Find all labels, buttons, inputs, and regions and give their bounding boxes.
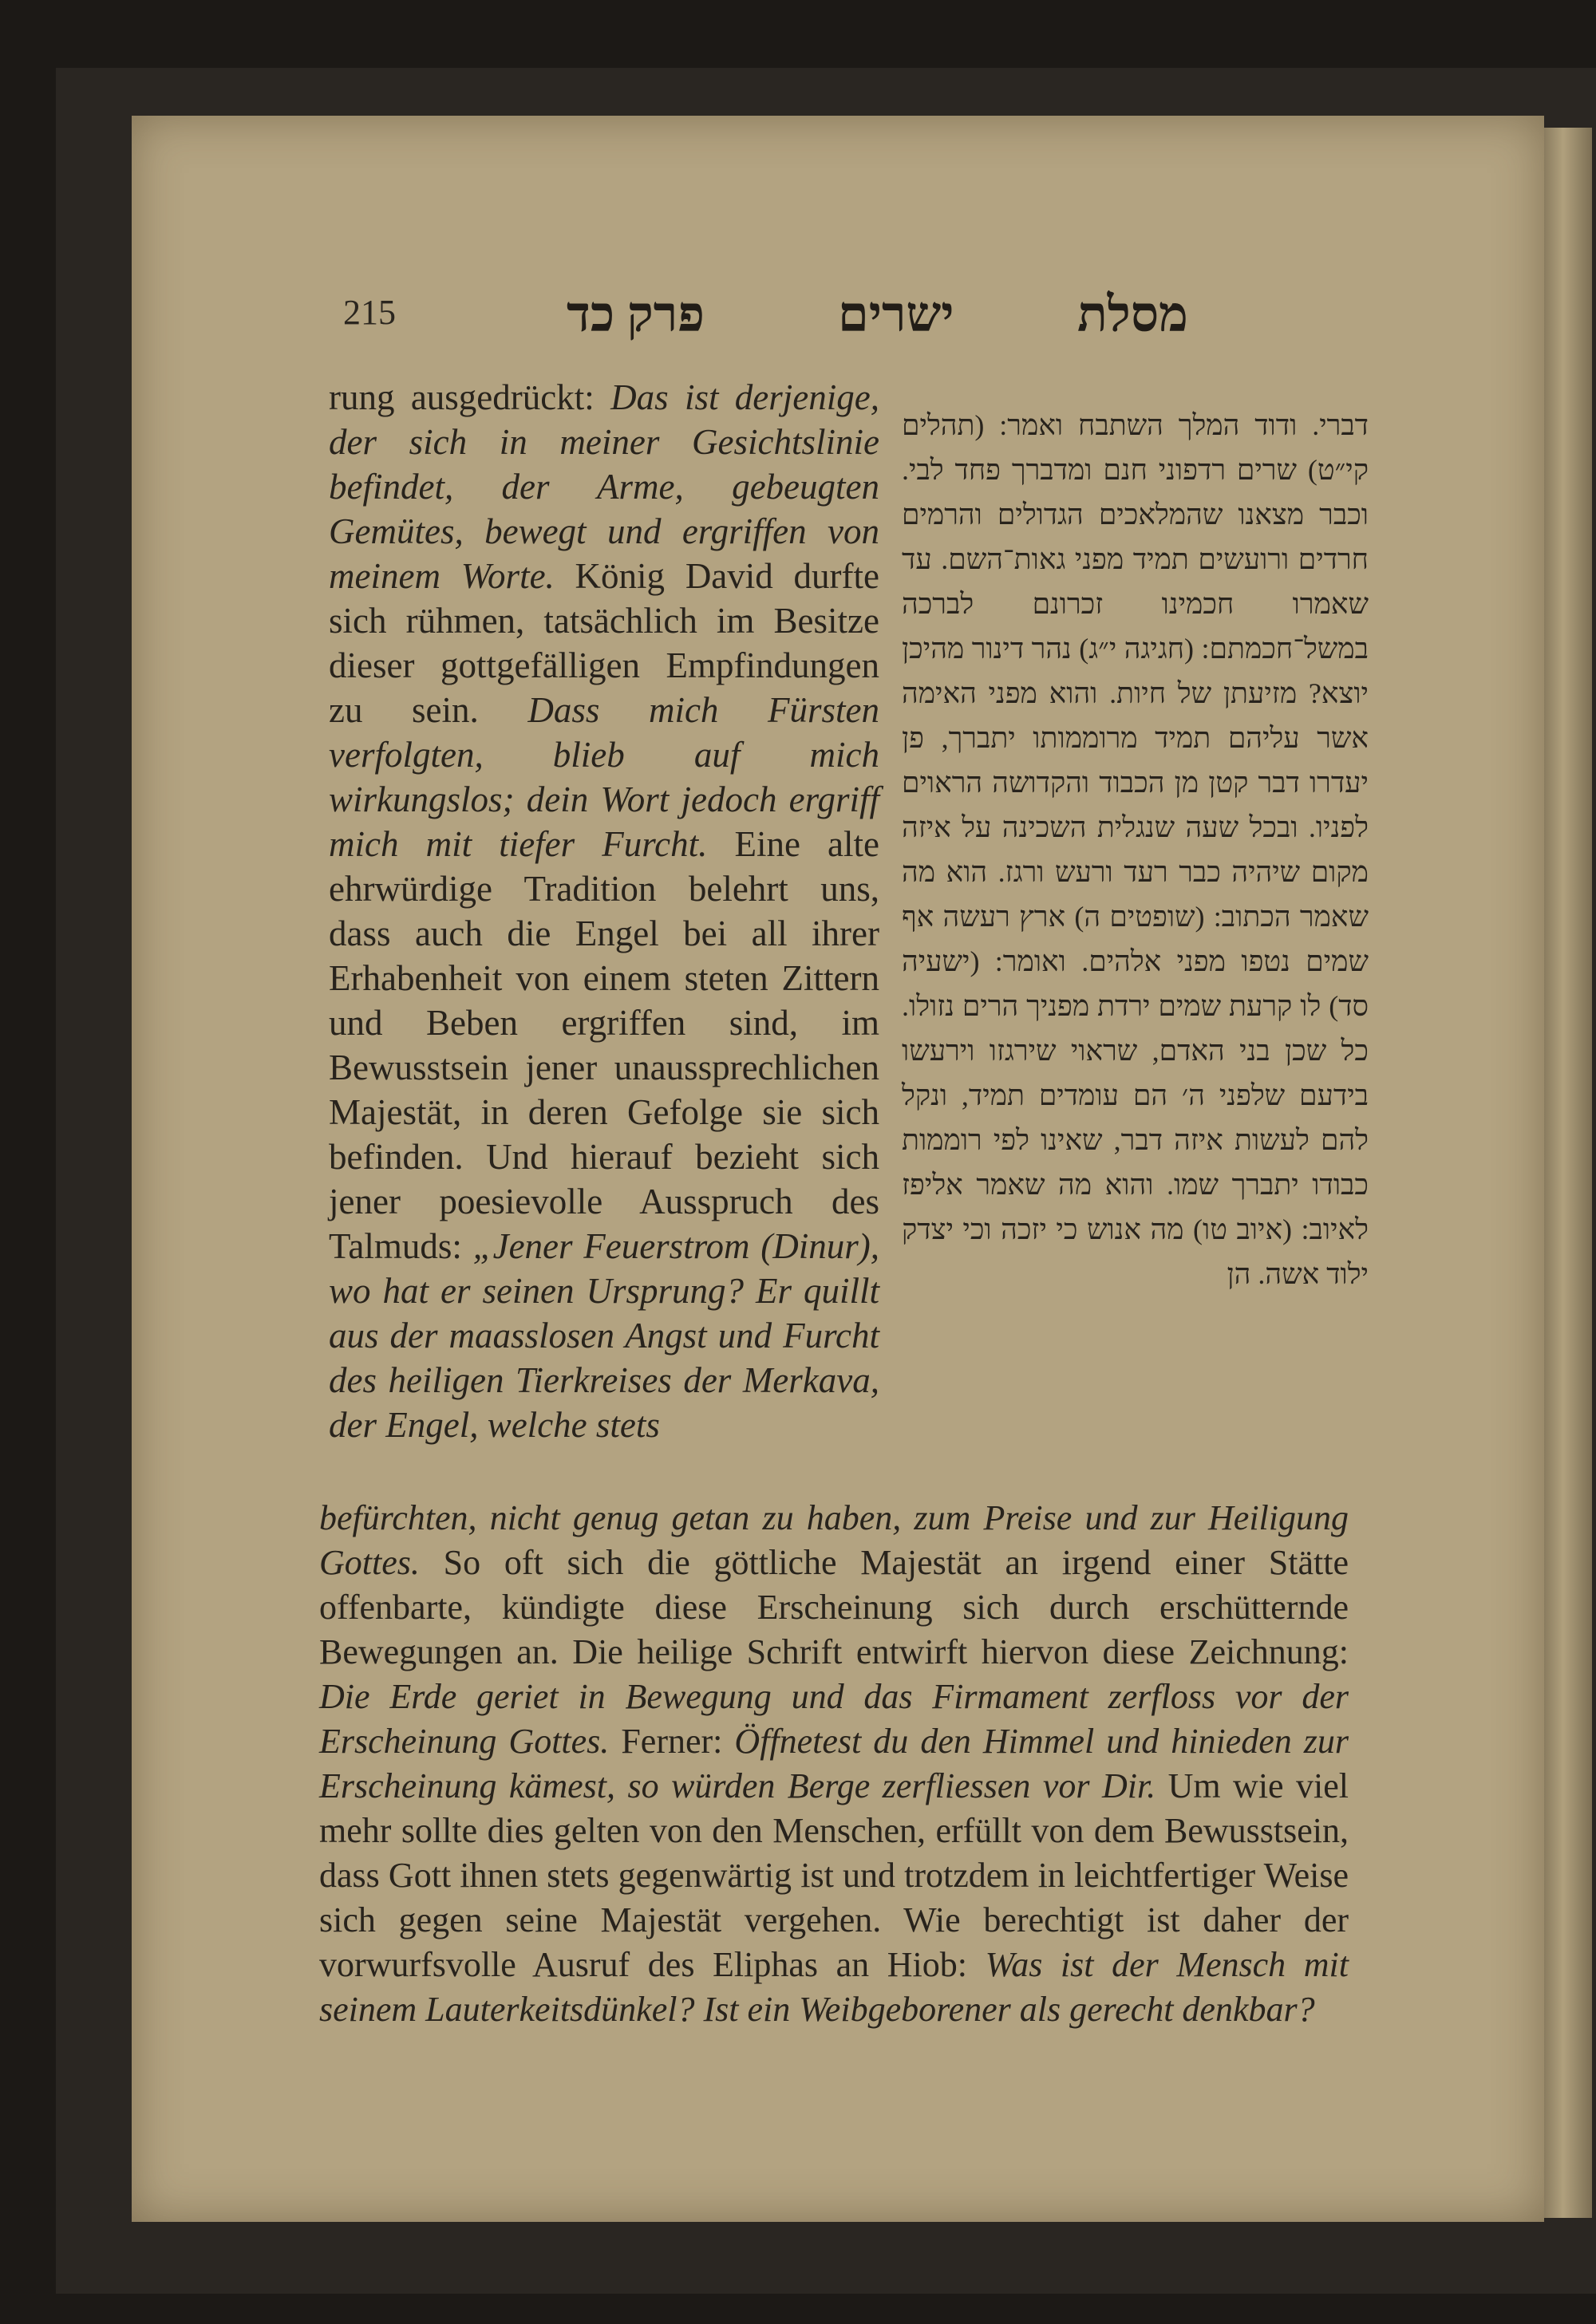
- text-run-italic: befürchten, nicht genug getan zu haben, zum Preise und zur Heiligung Gottes.: [319, 1498, 1349, 1582]
- text-run: Ferner:: [609, 1722, 735, 1761]
- text-run-italic: Was ist der Mensch mit seinem Lauterkeitsdünkel? Ist ein Weibgeborener als gerecht denkbar?: [319, 1945, 1349, 2029]
- text-run: Um wie viel mehr sollte dies gelten von den Menschen, erfüllt von dem Bewusstsein, dass Gott ihnen stets gegenwärtig ist und trotzdem in leichtfertiger Weise sich gegen seine Majestät vergehen. Wie berechtigt ist daher der vorwurfsvolle Ausruf des Eliphas an Hiob:: [319, 1766, 1349, 1984]
- german-continuation-text: [319, 1496, 1349, 2032]
- german-continuation: [319, 1496, 1349, 2032]
- text-run: rung ausgedrückt:: [329, 377, 611, 417]
- text-run-italic: Das ist derjenige, der sich in meiner Gesichtslinie befindet, der Arme, gebeugten Gemütes, bewegt und ergriffen von meinem Worte.: [329, 377, 879, 596]
- page-edge: [1544, 128, 1592, 2218]
- text-run-italic: „Jener Feuerstrom (Dinur), wo hat er seinen Ursprung? Er quillt aus der maasslosen Angst und Furcht des heiligen Tierkreises der Merkava, der Engel, welche stets: [329, 1226, 879, 1445]
- german-column-text: [329, 375, 879, 1447]
- book-title-word-1: מסלת: [1077, 288, 1188, 342]
- text-run-italic: Die Erde geriet in Bewegung und das Firmament zerfloss vor der Erscheinung Gottes.: [319, 1677, 1349, 1761]
- text-run: König David durfte sich rühmen, tatsächlich im Besitze dieser gottgefälligen Empfindungen zu sein.: [329, 556, 879, 730]
- german-column: [329, 375, 879, 1447]
- hebrew-column-text: דברי. ודוד המלך השתבח ואמר: (תהלים קי״ט) שרים רדפוני חנם ומדברך פחד לבי. וכבר מצאנו שהמלאכים הגדולים והרמים חרדים ורועשים תמיד מפני גאות־השם. עד שאמרו חכמינו זכרונם לברכה במשל־חכמתם: (חגיגה י״ג) נהר דינור מהיכן יוצא? מזיעתן של חיות. והוא מפני האימה אשר עליהם תמיד מרוממותו יתברך, פן יעדרו דבר קטן מן הכבוד והקדושה הראוים לפניו. ובכל שעה שנגלית השכינה על איזה מקום שיהיה כבר רעד ורעש ורגז. הוא מה שאמר הכתוב: (שופטים ה) ארץ רעשה אף שמים נטפו מפני אלהים. ואומר: (ישעיה סד) לו קרעת שמים ירדת מפניך הרים נזולו. כל שכן בני האדם, שראוי שירגזו וירעשו בידעם שלפני ה׳ הם עומדים תמיד, ונקל להם לעשות איזה דבר, שאינו לפי רוממות כבודו יתברך שמו. והוא מה שאמר אליפז לאיוב: (איוב טו) מה אנוש כי יזכה וכי יצדק ילוד אשה. הן: [902, 409, 1369, 1290]
- hebrew-column: [902, 403, 1369, 1296]
- running-head: [343, 287, 1237, 359]
- page-number: 215: [343, 293, 396, 332]
- chapter-title-hebrew: פרק כד: [567, 288, 705, 342]
- text-run-italic: Öffnetest du den Himmel und hinieden zur Erscheinung kämest, so würden Berge zerfliessen vor Dir.: [319, 1722, 1349, 1805]
- text-run: So oft sich die göttliche Majestät an irgend einer Stätte offenbarte, kündigte diese Erscheinung sich durch erschütternde Bewegungen an. Die heilige Schrift entwirft hiervon diese Zeichnung:: [319, 1543, 1349, 1671]
- book-title-word-2: ישרים: [838, 288, 954, 342]
- text-run-italic: Dass mich Fürsten verfolgten, blieb auf mich wirkungslos; dein Wort jedoch ergriff mich mit tiefer Furcht.: [329, 690, 879, 864]
- text-run: Eine alte ehrwürdige Tradition belehrt uns, dass auch die Engel bei all ihrer Erhabenheit von einem steten Zittern und Beben ergriffen sind, im Bewusstsein jener unaussprechlichen Majestät, in deren Gefolge sie sich befinden. Und hierauf bezieht sich jener poesievolle Ausspruch des Talmuds:: [329, 824, 880, 1266]
